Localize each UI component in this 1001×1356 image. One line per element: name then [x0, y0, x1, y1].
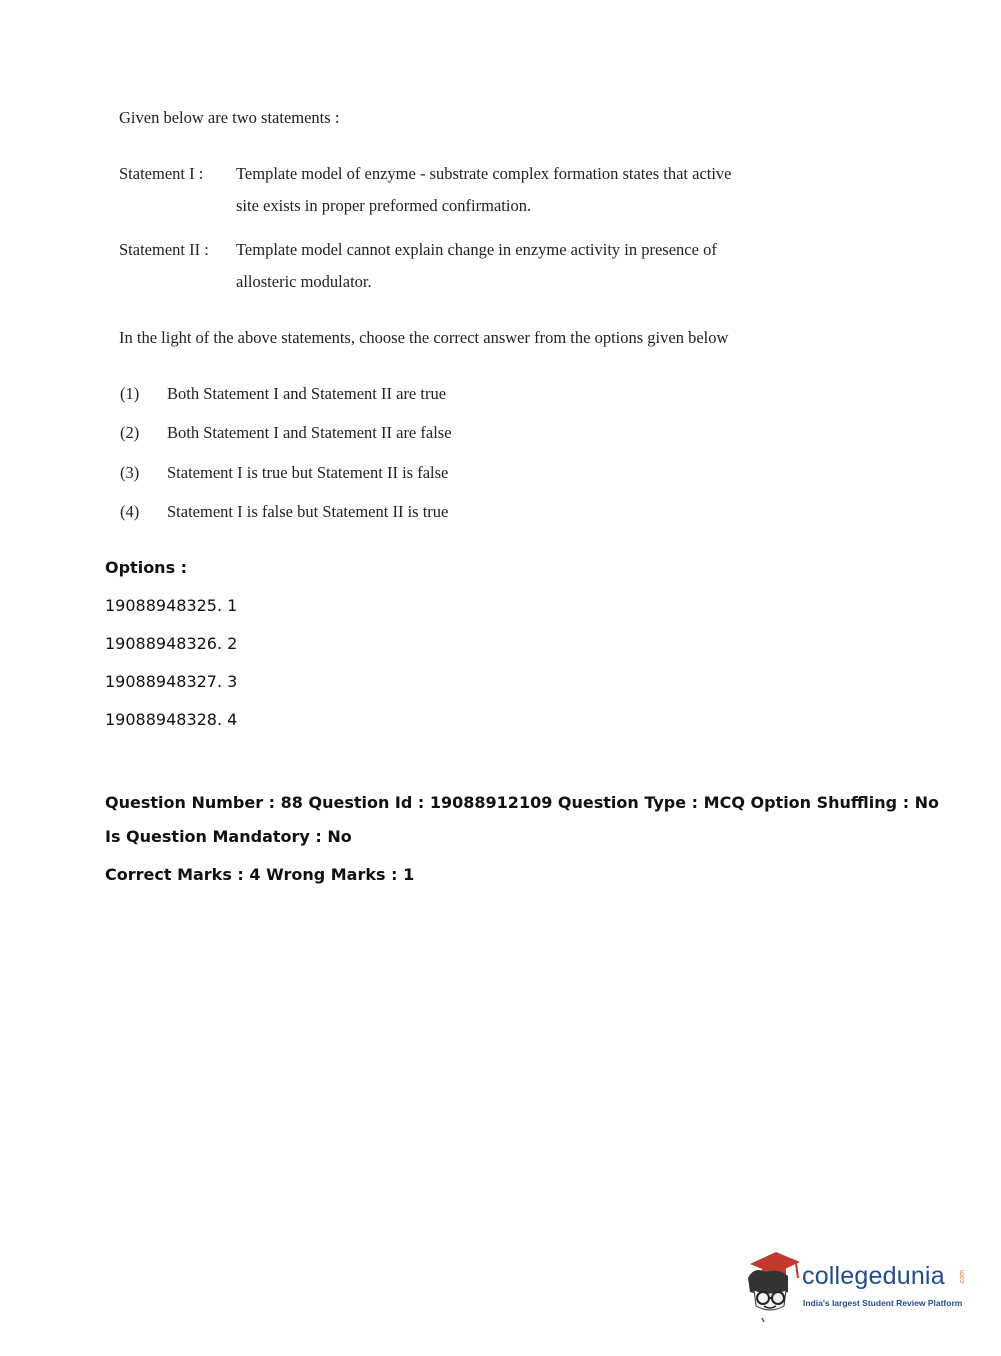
question-meta-line-2: Is Question Mandatory : No — [105, 827, 352, 846]
statement-1-line-2: site exists in proper preformed confirmation. — [236, 196, 532, 215]
statement-2-label: Statement II : — [119, 240, 209, 259]
choice-number: (3) — [120, 463, 140, 482]
logo-suffix: .com — [959, 1270, 966, 1286]
option-item: 19088948327. 3 — [105, 672, 238, 691]
collegedunia-logo — [740, 1248, 970, 1324]
statement-2-line-1: Template model cannot explain change in enzyme activity in presence of — [236, 240, 717, 259]
choice-number: (2) — [120, 423, 140, 442]
choice-text: Statement I is false but Statement II is true — [167, 502, 449, 521]
question-meta-line-3: Correct Marks : 4 Wrong Marks : 1 — [105, 865, 415, 884]
statement-2-line-2: allosteric modulator. — [236, 272, 372, 291]
question-intro: Given below are two statements : — [119, 108, 340, 127]
option-item: 19088948326. 2 — [105, 634, 238, 653]
choice-text: Both Statement I and Statement II are true — [167, 384, 447, 403]
choice-text: Both Statement I and Statement II are false — [167, 423, 452, 442]
option-item: 19088948325. 1 — [105, 596, 238, 615]
mascot-icon — [740, 1248, 804, 1324]
option-item: 19088948328. 4 — [105, 710, 238, 729]
statement-1-label: Statement I : — [119, 164, 204, 183]
logo-wordmark: collegedunia — [802, 1262, 945, 1290]
statement-1-line-1: Template model of enzyme - substrate complex formation states that active — [236, 164, 732, 183]
choice-number: (4) — [120, 502, 140, 521]
logo-tagline: India's largest Student Review Platform — [803, 1298, 963, 1308]
question-meta-line-1: Question Number : 88 Question Id : 19088912109 Question Type : MCQ Option Shuffling : No — [105, 793, 940, 812]
options-heading: Options : — [105, 558, 188, 577]
choice-number: (1) — [120, 384, 140, 403]
choice-text: Statement I is true but Statement II is false — [167, 463, 449, 482]
question-instruction: In the light of the above statements, choose the correct answer from the options given below — [119, 328, 729, 347]
